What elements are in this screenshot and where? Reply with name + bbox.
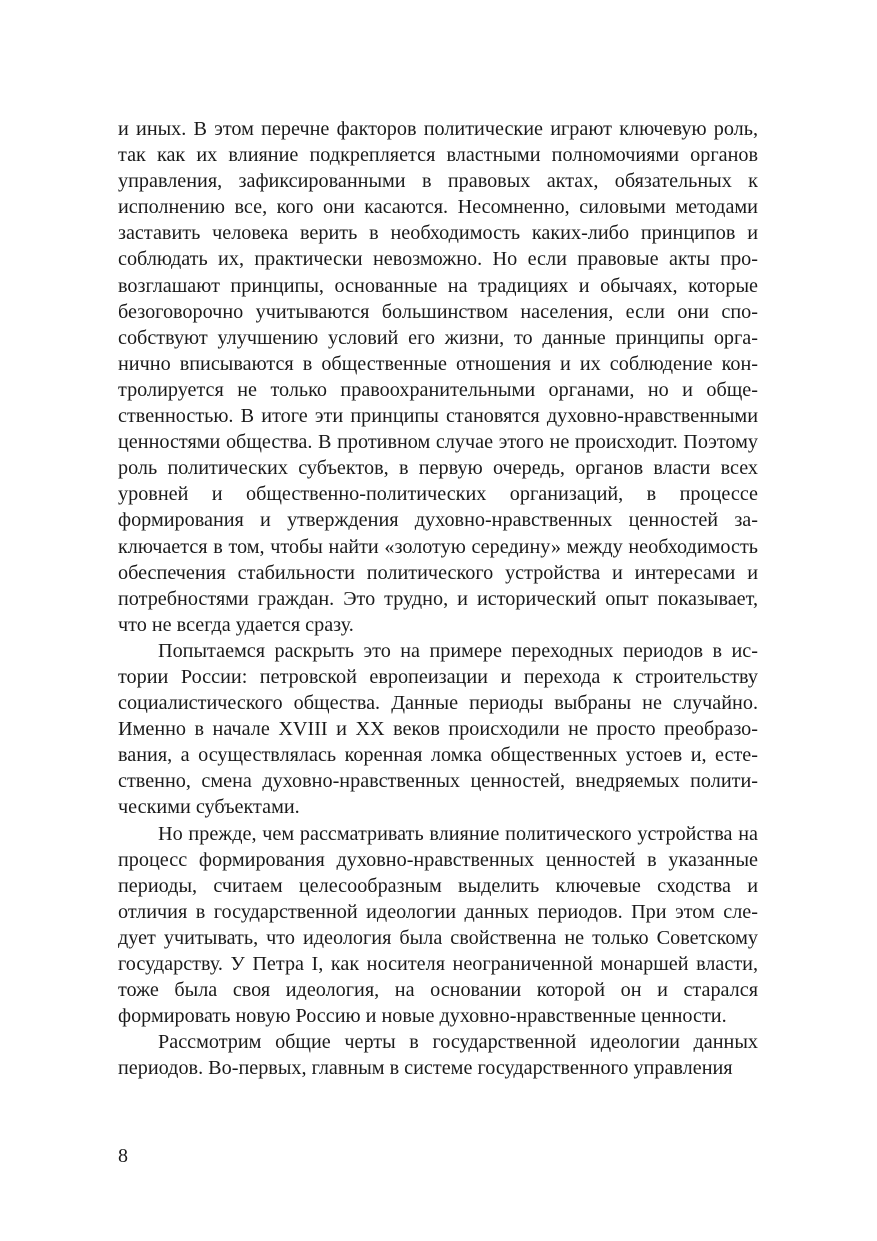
page-number: 8 (118, 1145, 128, 1167)
paragraph-3: Но прежде, чем рассматривать влияние политического устройства на процесс формирования духовно-нравственных ценностей в указанные периоды, считаем целесообразным выделить ключевые сходства и отличия в государственной идеологии данных периодов. При этом следует учитывать, что идеология была свойственна не только Советскому государству. У Петра I, как носителя неограниченной монаршей власти, тоже была своя идеология, на основании которой он и старался формировать новую Россию и новые духовно-нравственные ценности. (118, 822, 758, 1028)
paragraph-2: Попытаемся раскрыть это на примере переходных периодов в истории России: петровской европеизации и перехода к строительству социалистического общества. Данные периоды выбраны не случайно. Именно в начале XVIII и XX веков происходили не просто преобразования, а осуществлялась коренная ломка общественных устоев и, естественно, смена духовно-нравственных ценностей, внедряемых политическими субъектами. (118, 639, 758, 819)
paragraph-1: и иных. В этом перечне факторов политические играют ключевую роль, так как их влияние подкрепляется властными полномочиями органов управления, зафиксированными в правовых актах, обязательных к исполнению все, кого они касаются. Несомненно, силовыми методами заставить человека верить в необходимость каких-либо принципов и соблюдать их, практически невозможно. Но если правовые акты провозглашают принципы, основанные на традициях и обычаях, которые безоговорочно учитываются большинством населения, если они способствуют улучшению условий его жизни, то данные принципы органично вписываются в общественные отношения и их соблюдение контролируется не только правоохранительными органами, но и общественностью. В итоге эти принципы становятся духовно-нравственными ценностями общества. В противном случае этого не происходит. Поэтому роль политических субъектов, в первую очередь, органов власти всех уровней и общественно-политических организаций, в процессе формирования и утверждения духовно-нравственных ценностей заключается в том, чтобы найти «золотую середину» между необходимость обеспечения стабильности политического устройства и интересами и потребностями граждан. Это трудно, и исторический опыт показывает, что не всегда удается сразу. (118, 118, 758, 636)
paragraph-4: Рассмотрим общие черты в государственной идеологии данных периодов. Во-первых, главным в системе государственного управления (118, 1031, 758, 1080)
page-body (118, 116, 758, 1081)
